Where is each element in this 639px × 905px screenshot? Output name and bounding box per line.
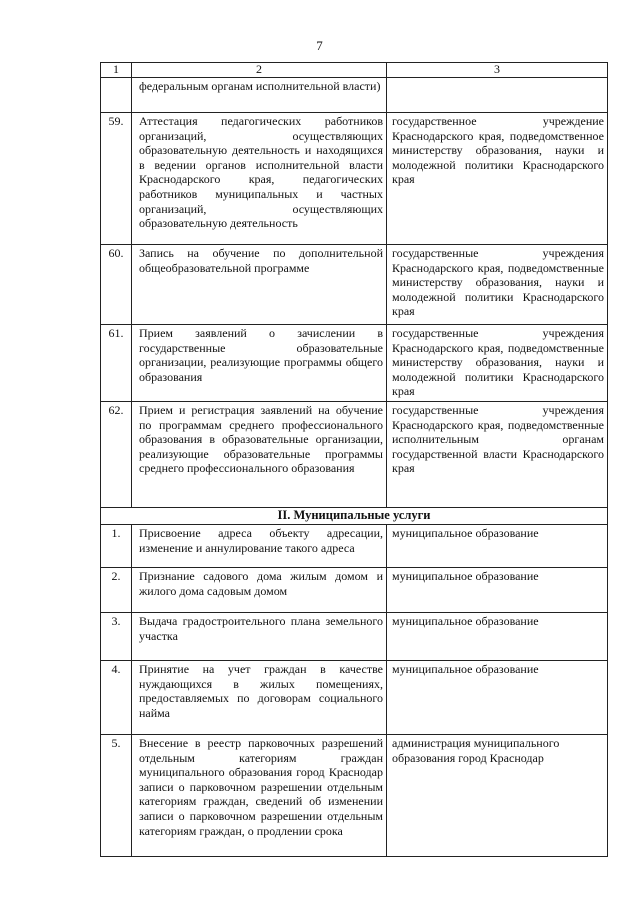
service-name: федеральным органам исполнительной власти): [132, 78, 387, 113]
row-number: 60.: [101, 245, 132, 325]
row-number: [101, 78, 132, 113]
section-title: II. Муниципальные услуги: [101, 507, 608, 524]
provider-name: государственное учреждение Краснодарского края, подведомственное министерству образования, науки и молодежной политики Краснодарского края: [387, 113, 608, 245]
row-number: 5.: [101, 734, 132, 856]
service-name: Внесение в реестр парковочных разрешений отдельным категориям граждан муниципального образования город Краснодар записи о парковочном разрешении отдельным категориям граждан, сведений об изменении записи о парковочном разрешении отдельным категориям граждан, о продлении срока: [132, 734, 387, 856]
row-number: 2.: [101, 567, 132, 612]
table-row: [101, 660, 608, 734]
service-name: Присвоение адреса объекту адресации, изменение и аннулирование такого адреса: [132, 524, 387, 567]
provider-name: [387, 78, 608, 113]
page-number: 7: [316, 38, 323, 53]
table-row: [101, 612, 608, 660]
service-name: Принятие на учет граждан в качестве нуждающихся в жилых помещениях, предоставляемых по договорам социального найма: [132, 660, 387, 734]
table-row: [101, 567, 608, 612]
row-number: 61.: [101, 325, 132, 402]
services-table: [100, 62, 608, 857]
table-row: [101, 401, 608, 507]
row-number: 1.: [101, 524, 132, 567]
section-header-row: [101, 507, 608, 524]
provider-name: государственные учреждения Краснодарского края, подведомственные исполнительным органам государственной власти Краснодарского края: [387, 401, 608, 507]
service-name: Аттестация педагогических работников организаций, осуществляющих образовательную деятельность и находящихся в ведении органов исполнительной власти Краснодарского края, педагогических работников муниципальных и частных организаций, осуществляющих образовательную деятельность: [132, 113, 387, 245]
table-row: [101, 524, 608, 567]
table-row: [101, 734, 608, 856]
provider-name: государственные учреждения Краснодарского края, подведомственные министерству образования, науки и молодежной политики Краснодарского края: [387, 245, 608, 325]
table-row: [101, 113, 608, 245]
provider-name: государственные учреждения Краснодарского края, подведомственные министерству образования, науки и молодежной политики Краснодарского края: [387, 325, 608, 402]
service-name: Прием и регистрация заявлений на обучение по программам среднего профессионального образования в образовательные организации, реализующие образовательные программы среднего профессионального образования: [132, 401, 387, 507]
table-row: [101, 245, 608, 325]
table-row: [101, 325, 608, 402]
service-name: Прием заявлений о зачислении в государственные образовательные организации, реализующие программы общего образования: [132, 325, 387, 402]
provider-name: муниципальное образование: [387, 612, 608, 660]
service-name: Признание садового дома жилым домом и жилого дома садовым домом: [132, 567, 387, 612]
provider-name: муниципальное образование: [387, 660, 608, 734]
row-number: 62.: [101, 401, 132, 507]
header-col-2: 2: [132, 63, 387, 78]
row-number: 3.: [101, 612, 132, 660]
provider-name: муниципальное образование: [387, 524, 608, 567]
service-name: Запись на обучение по дополнительной общеобразовательной программе: [132, 245, 387, 325]
service-name: Выдача градостроительного плана земельного участка: [132, 612, 387, 660]
row-number: 4.: [101, 660, 132, 734]
header-row: [101, 63, 608, 78]
continuation-row: [101, 78, 608, 113]
provider-name: муниципальное образование: [387, 567, 608, 612]
provider-name: администрация муниципального образования город Краснодар: [387, 734, 608, 856]
header-col-1: 1: [101, 63, 132, 78]
row-number: 59.: [101, 113, 132, 245]
header-col-3: 3: [387, 63, 608, 78]
